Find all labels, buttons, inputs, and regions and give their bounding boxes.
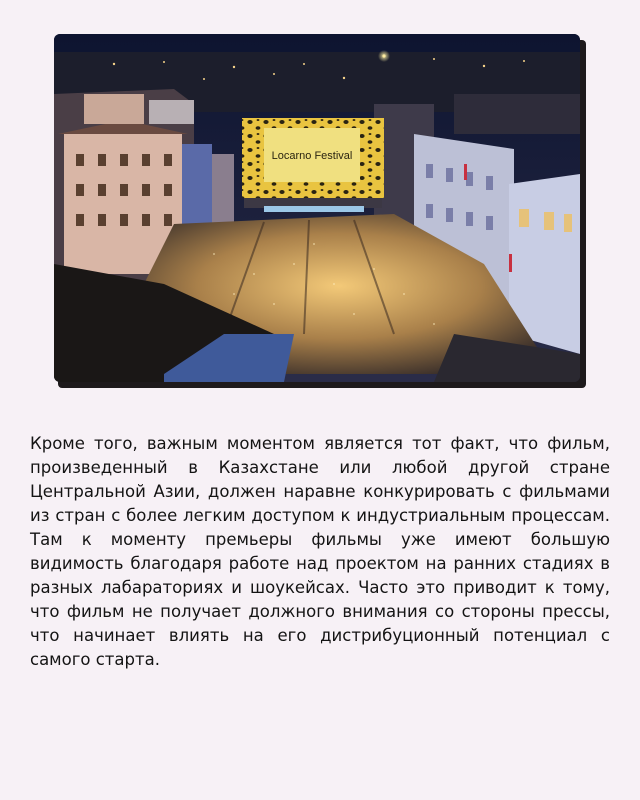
piazza-grande-night-image (54, 34, 580, 382)
screen-festival-title: Locarno Festival (271, 150, 353, 162)
festival-photo (54, 34, 586, 386)
article-paragraph: Кроме того, важным моментом является тот факт, что фильм, произведенный в Казахстане или любой другой стране Центральной Азии, должен наравне конкурировать с фильмами из стран с более легким доступом к индустриальным процессам. Там к моменту премьеры фильмы уже имеют большую видимость благодаря работе над проектом на ранних стадиях в разных лабараториях и шоукейсах. Часто это приводит к тому, что фильм не получает должного внимания со стороны прессы, что начинает влиять на его дистрибуционный потенциал с самого старта. (30, 434, 610, 669)
